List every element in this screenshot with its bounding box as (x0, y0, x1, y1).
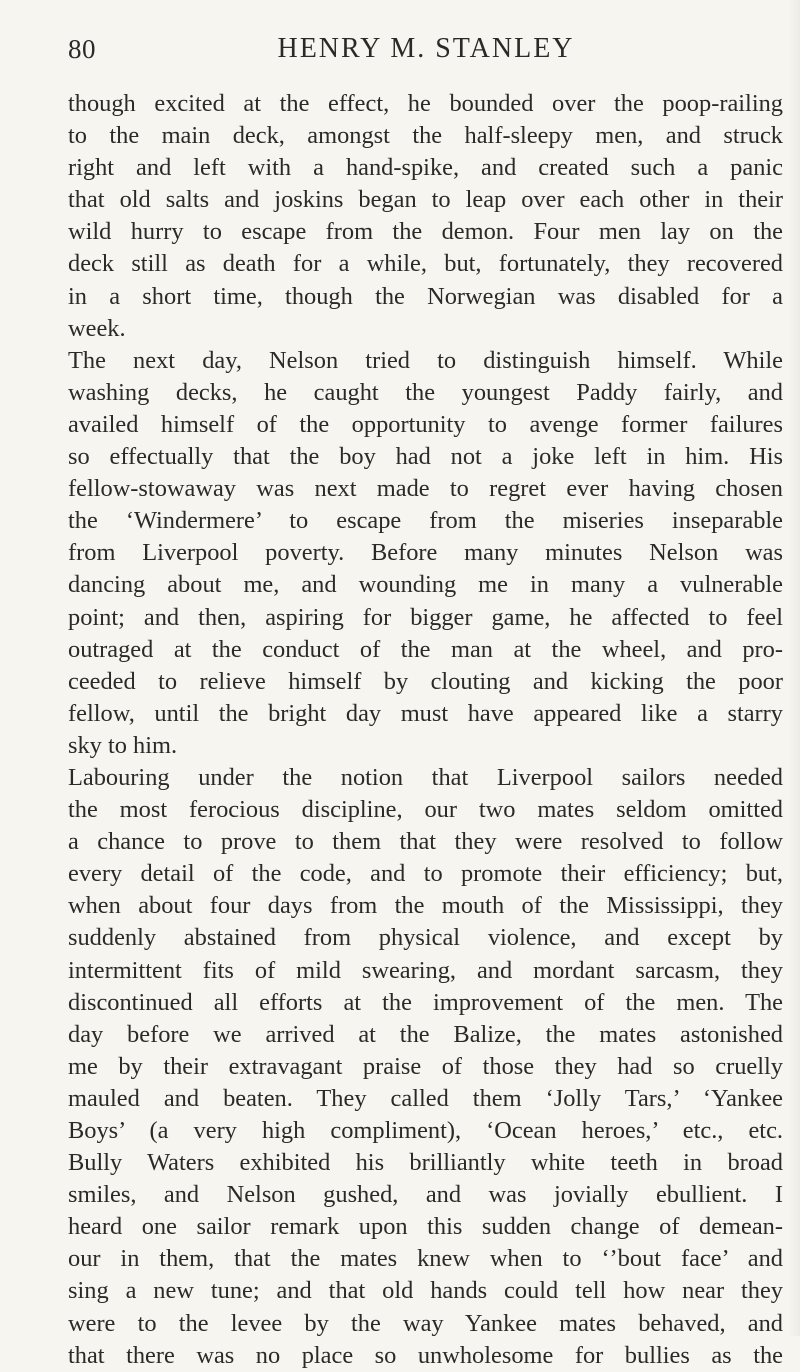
text-line: the ‘Windermere’ to escape from the miseries inseparable (68, 507, 783, 535)
text-line: a chance to prove to them that they were resolved to follow (68, 828, 783, 856)
text-line: from Liverpool poverty. Before many minutes Nelson was (68, 539, 783, 567)
text-line: ceeded to relieve himself by clouting and kicking the poor (68, 667, 783, 695)
text-line: so effectually that the boy had not a joke left in him. His (68, 443, 783, 471)
page-edge-shadow (788, 0, 800, 1336)
text-line: dancing about me, and wounding me in many a vulnerable (68, 571, 783, 599)
running-head: HENRY M. STANLEY (277, 33, 575, 64)
text-line: week. (68, 314, 126, 342)
text-line: outraged at the conduct of the man at the wheel, and pro- (68, 635, 783, 663)
text-line: day before we arrived at the Balize, the mates astonished (68, 1020, 783, 1048)
text-line: in a short time, though the Norwegian was disabled for a (68, 282, 783, 310)
text-line: Bully Waters exhibited his brilliantly white teeth in broad (68, 1149, 783, 1177)
text-line: Boys’ (a very high compliment), ‘Ocean heroes,’ etc., etc. (68, 1117, 783, 1144)
text-line: the most ferocious discipline, our two mates seldom omitted (68, 796, 783, 824)
text-line: intermittent fits of mild swearing, and mordant sarcasm, they (68, 956, 783, 984)
text-line: availed himself of the opportunity to avenge former failures (68, 410, 783, 438)
text-line: that old salts and joskins began to leap over each other in their (68, 186, 783, 214)
text-line: every detail of the code, and to promote their efficiency; but, (68, 860, 783, 888)
text-line: Labouring under the notion that Liverpool sailors needed (68, 763, 783, 791)
body-text (68, 88, 783, 1372)
text-line: deck still as death for a while, but, fortunately, they recovered (68, 250, 783, 278)
text-line: though excited at the effect, he bounded over the poop-railing (68, 90, 783, 117)
text-line: discontinued all efforts at the improvement of the men. The (68, 988, 783, 1016)
text-line: suddenly abstained from physical violence, and except by (68, 924, 783, 952)
text-line: mauled and beaten. They called them ‘Jolly Tars,’ ‘Yankee (68, 1084, 783, 1112)
text-line: that there was no place so unwholesome for bullies as the (68, 1341, 783, 1369)
text-line: were to the levee by the way Yankee mates behaved, and (68, 1309, 783, 1337)
text-line: to the main deck, amongst the half-sleepy men, and struck (68, 122, 783, 150)
text-line: sing a new tune; and that old hands could tell how near they (68, 1277, 783, 1305)
text-line: our in them, that the mates knew when to ‘’bout face’ and (68, 1245, 783, 1273)
text-line: me by their extravagant praise of those they had so cruelly (68, 1052, 783, 1080)
text-line: when about four days from the mouth of the Mississippi, they (68, 892, 783, 920)
text-line: right and left with a hand-spike, and created such a panic (68, 154, 783, 182)
text-line: fellow-stowaway was next made to regret ever having chosen (68, 475, 783, 503)
text-line: heard one sailor remark upon this sudden change of demean- (68, 1213, 783, 1241)
text-line: sky to him. (68, 731, 178, 759)
text-line: washing decks, he caught the youngest Paddy fairly, and (68, 378, 783, 406)
text-line: smiles, and Nelson gushed, and was jovially ebullient. I (68, 1181, 783, 1209)
text-line: The next day, Nelson tried to distinguish himself. While (68, 346, 783, 374)
text-line: point; and then, aspiring for bigger game, he affected to feel (68, 603, 783, 631)
page-number: 80 (68, 34, 96, 64)
text-line: fellow, until the bright day must have appeared like a starry (68, 699, 783, 727)
text-line: wild hurry to escape from the demon. Four men lay on the (68, 218, 783, 246)
